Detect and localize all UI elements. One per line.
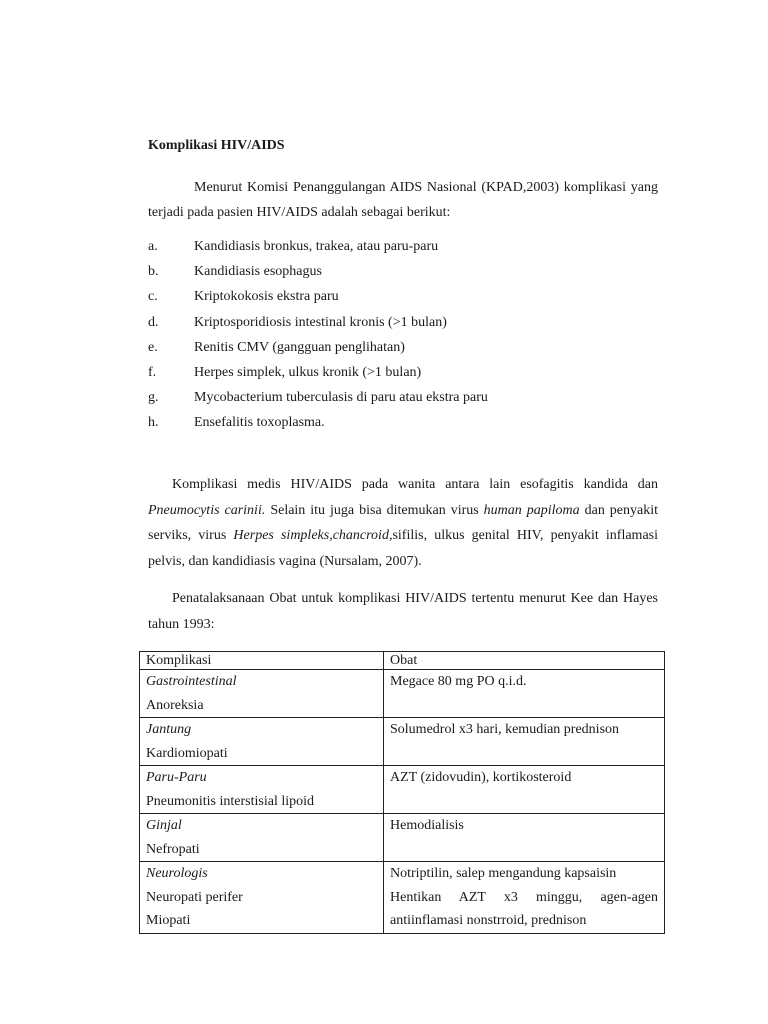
list-item <box>148 335 488 360</box>
table-row <box>140 766 665 814</box>
complication-cell <box>140 766 384 814</box>
list-text: Kriptosporidiosis intestinal kronis (>1 bulan) <box>194 314 447 330</box>
drug-label: Hemodialisis <box>390 818 464 833</box>
list-item <box>148 284 488 309</box>
list-marker: h. <box>148 415 159 431</box>
list-item <box>148 310 488 335</box>
table-header-row <box>140 652 665 670</box>
para2-italic-term: human papiloma <box>483 502 580 518</box>
drug-cell <box>384 670 665 718</box>
list-marker: c. <box>148 289 158 305</box>
list-text: Ensefalitis toxoplasma. <box>194 415 325 431</box>
list-marker: g. <box>148 390 159 406</box>
list-item <box>148 259 488 284</box>
complication-cell <box>140 718 384 766</box>
treatment-intro-paragraph: Penatalaksanaan Obat untuk komplikasi HIV/AIDS tertentu menurut Kee dan Hayes tahun 1993: <box>148 591 658 632</box>
para2-text: dan penyakit serviks, virus <box>148 502 659 543</box>
list-marker: f. <box>148 364 157 380</box>
list-marker: e. <box>148 339 158 355</box>
list-text: Kriptokokosis ekstra paru <box>194 289 339 305</box>
list-item <box>148 360 488 385</box>
list-item <box>148 410 488 435</box>
category-label: Paru-Paru <box>146 770 207 785</box>
drug-label: Megace 80 mg PO q.i.d. <box>390 674 527 689</box>
women-complications-paragraph <box>148 472 658 574</box>
list-text: Herpes simplek, ulkus kronik (>1 bulan) <box>194 364 422 380</box>
section-heading: Komplikasi HIV/AIDS <box>148 138 285 153</box>
table-row <box>140 670 665 718</box>
category-label: Gastrointestinal <box>146 674 237 689</box>
complication-list <box>148 234 488 436</box>
table-row <box>140 862 665 934</box>
list-text: Renitis CMV (gangguan penglihatan) <box>194 339 405 355</box>
drug-cell <box>384 814 665 862</box>
list-marker: d. <box>148 314 159 330</box>
condition-label: Neuropati perifer <box>146 889 243 905</box>
header-obat: Obat <box>384 652 665 670</box>
complication-cell <box>140 670 384 718</box>
drug-cell <box>384 862 665 934</box>
table-row <box>140 718 665 766</box>
complication-cell <box>140 862 384 934</box>
para2-italic-term: Pneumocytis carinii. <box>148 502 266 518</box>
list-marker: b. <box>148 264 159 280</box>
list-text: Kandidiasis bronkus, trakea, atau paru-paru <box>194 239 439 254</box>
drug-label: AZT (zidovudin), kortikosteroid <box>390 770 572 785</box>
drug-label: Hentikan AZT x3 minggu, agen-agen antiinflamasi nonstrroid, prednison <box>390 889 658 928</box>
para2-text: sifilis, ulkus genital HIV, penyakit inflamasi pelvis, dan kandidiasis vagina (Nursalam, 2007). <box>148 528 659 569</box>
category-label: Ginjal <box>146 818 182 833</box>
treatment-table <box>139 651 665 934</box>
list-text: Kandidiasis esophagus <box>194 264 322 280</box>
para2-text: Selain itu juga bisa ditemukan virus <box>265 502 484 518</box>
drug-label: Solumedrol x3 hari, kemudian prednison <box>390 722 620 737</box>
intro-paragraph: Menurut Komisi Penanggulangan AIDS Nasional (KPAD,2003) komplikasi yang terjadi pada pasien HIV/AIDS adalah sebagai berikut: <box>148 180 658 220</box>
list-marker: a. <box>148 239 158 254</box>
list-item <box>148 234 488 259</box>
list-text: Mycobacterium tuberculasis di paru atau ekstra paru <box>194 390 488 406</box>
category-label: Neurologis <box>146 866 208 881</box>
category-label: Jantung <box>146 722 192 737</box>
condition-label: Miopati <box>146 913 191 928</box>
drug-label: Notriptilin, salep mengandung kapsaisin <box>390 866 617 881</box>
complication-cell <box>140 814 384 862</box>
condition-label: Nefropati <box>146 841 200 857</box>
header-komplikasi: Komplikasi <box>140 652 384 670</box>
table-row <box>140 814 665 862</box>
para2-italic-term: Herpes simpleks,chancroid, <box>233 528 393 543</box>
drug-cell <box>384 718 665 766</box>
condition-label: Anoreksia <box>146 697 204 713</box>
drug-cell <box>384 766 665 814</box>
condition-label: Pneumonitis interstisial lipoid <box>146 793 314 809</box>
condition-label: Kardiomiopati <box>146 745 228 761</box>
list-item <box>148 385 488 410</box>
para2-text: Komplikasi medis HIV/AIDS pada wanita antara lain esofagitis kandida dan <box>172 477 658 492</box>
